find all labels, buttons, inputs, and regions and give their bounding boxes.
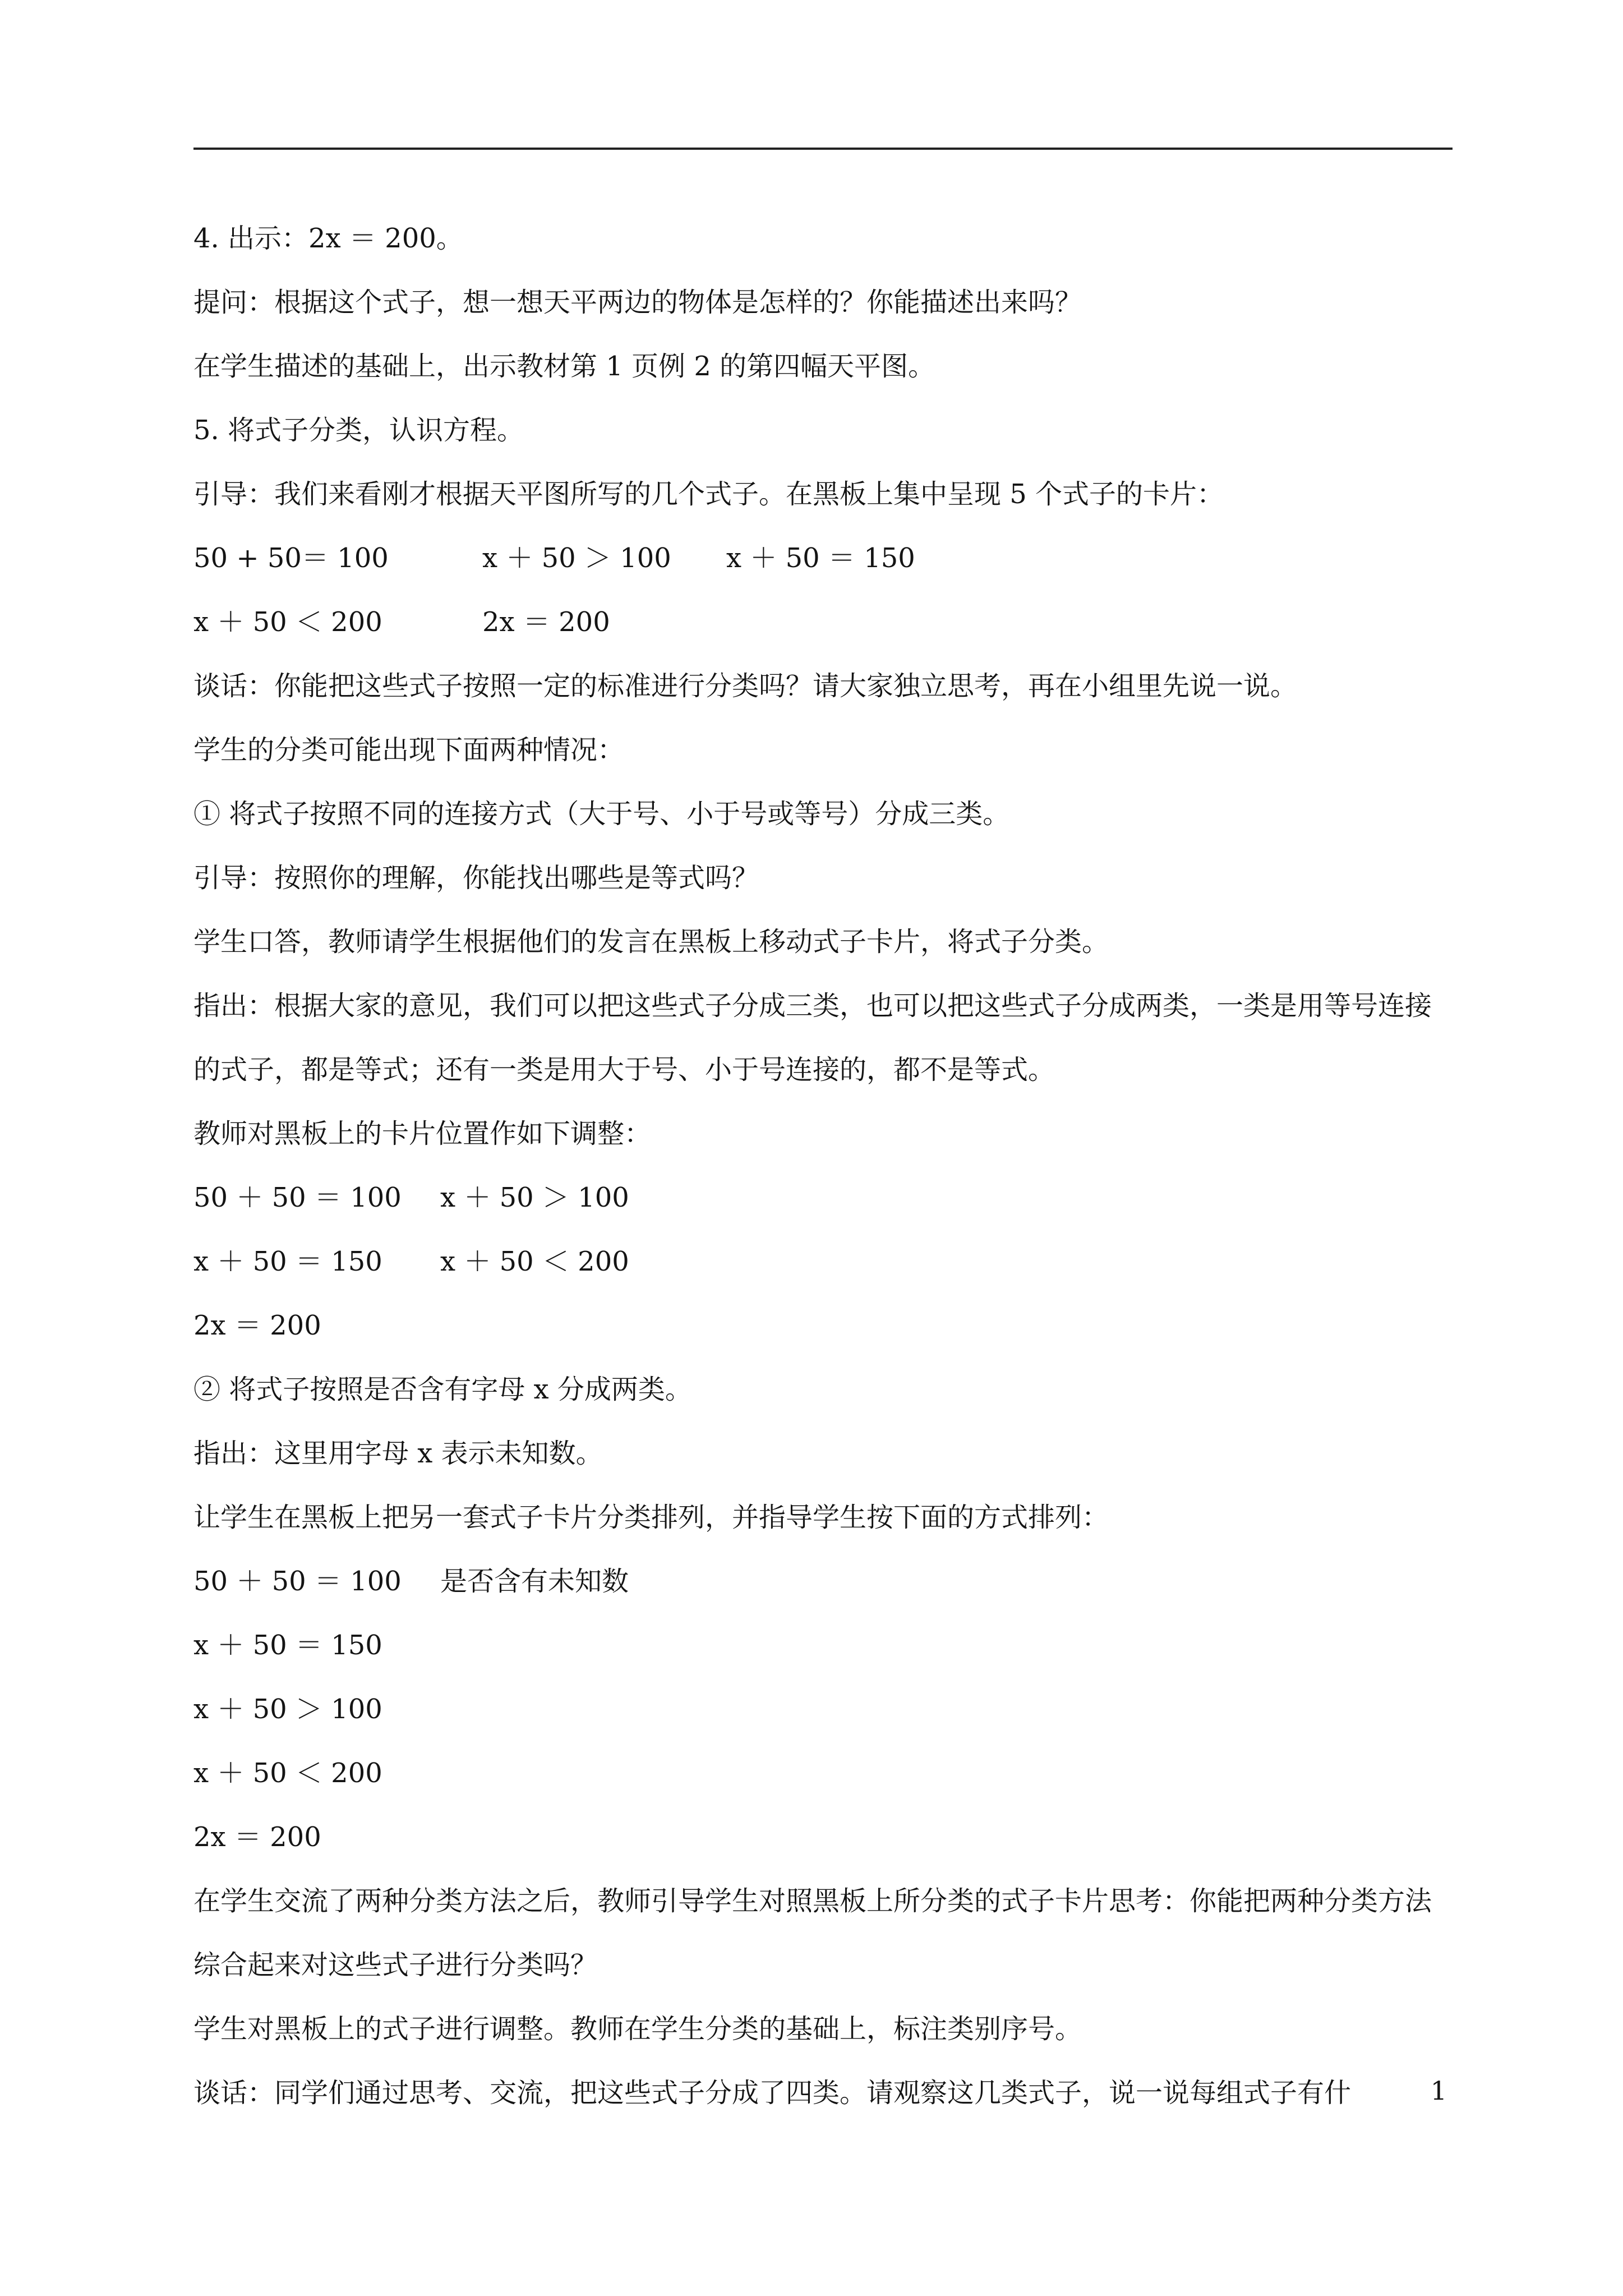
document-body (193, 206, 1453, 2125)
equation: 50 ＋ 50 ＝ 100 (193, 1566, 402, 1597)
classification-label: 是否含有未知数 (440, 1566, 629, 1597)
equation: x ＋ 50 ＝ 150 (193, 1246, 382, 1277)
page-number: 1 (1430, 2076, 1447, 2106)
text-line: 学生的分类可能出现下面两种情况： (193, 734, 625, 766)
equation: x ＋ 50 ＝ 150 (726, 542, 915, 574)
text-line: 教师对黑板上的卡片位置作如下调整： (193, 1118, 652, 1149)
equation: x ＋ 50 ＝ 150 (193, 1630, 382, 1661)
equation-row (193, 1741, 1453, 1805)
header-rule (193, 148, 1453, 150)
equation: x ＋ 50 ＞ 100 (193, 1694, 382, 1725)
equation-row (193, 1166, 1453, 1230)
equation-row (193, 1230, 1453, 1294)
equation: x ＋ 50 ＜ 200 (440, 1246, 629, 1277)
text-line: ② 将式子按照是否含有字母 x 分成两类。 (193, 1374, 692, 1405)
text-line: 谈话：同学们通过思考、交流，把这些式子分成了四类。请观察这几类式子，说一说每组式子有什 (193, 2077, 1352, 2109)
text-line: 在学生描述的基础上，出示教材第 1 页例 2 的第四幅天平图。 (193, 351, 935, 382)
text-paragraph: 指出：根据大家的意见，我们可以把这些式子分成三类，也可以把这些式子分成两类，一类是用等号连接的式子，都是等式；还有一类是用大于号、小于号连接的，都不是等式。 (193, 990, 1432, 1085)
equation-row (193, 1677, 1453, 1741)
equation-row (193, 590, 1453, 654)
text-line: 提问：根据这个式子，想一想天平两边的物体是怎样的？你能描述出来吗？ (193, 287, 1082, 318)
text-line: 引导：我们来看刚才根据天平图所写的几个式子。在黑板上集中呈现 5 个式子的卡片： (193, 478, 1224, 510)
equation-row (193, 1549, 1453, 1613)
text-line: 4. 出示：2x ＝ 200。 (193, 223, 463, 254)
text-paragraph: 在学生交流了两种分类方法之后，教师引导学生对照黑板上所分类的式子卡片思考：你能把两种分类方法综合起来对这些式子进行分类吗？ (193, 1885, 1432, 1981)
equation-row (193, 526, 1453, 590)
equation: x ＋ 50 ＞ 100 (482, 542, 671, 574)
equation: x ＋ 50 ＜ 200 (193, 606, 382, 638)
equation: 2x ＝ 200 (193, 1310, 321, 1341)
equation: 50 ＋ 50 ＝ 100 (193, 1182, 402, 1213)
equation-row (193, 1294, 1453, 1358)
equation-row (193, 1805, 1453, 1869)
equation: x ＋ 50 ＜ 200 (193, 1757, 382, 1789)
equation: x ＋ 50 ＞ 100 (440, 1182, 629, 1213)
text-line: 引导：按照你的理解，你能找出哪些是等式吗？ (193, 862, 759, 894)
equation: 2x ＝ 200 (482, 606, 610, 638)
text-line: 谈话：你能把这些式子按照一定的标准进行分类吗？请大家独立思考，再在小组里先说一说。 (193, 670, 1298, 702)
text-line: 学生对黑板上的式子进行调整。教师在学生分类的基础上，标注类别序号。 (193, 2013, 1082, 2045)
text-line: 让学生在黑板上把另一套式子卡片分类排列，并指导学生按下面的方式排列： (193, 1502, 1109, 1533)
equation: 2x ＝ 200 (193, 1821, 321, 1853)
text-line: 学生口答，教师请学生根据他们的发言在黑板上移动式子卡片，将式子分类。 (193, 926, 1109, 958)
equation-row (193, 1613, 1453, 1677)
equation: 50 + 50＝ 100 (193, 542, 389, 574)
text-line: 指出：这里用字母 x 表示未知数。 (193, 1438, 603, 1469)
text-line: 5. 将式子分类，认识方程。 (193, 415, 524, 446)
text-line: ① 将式子按照不同的连接方式（大于号、小于号或等号）分成三类。 (193, 798, 1010, 830)
